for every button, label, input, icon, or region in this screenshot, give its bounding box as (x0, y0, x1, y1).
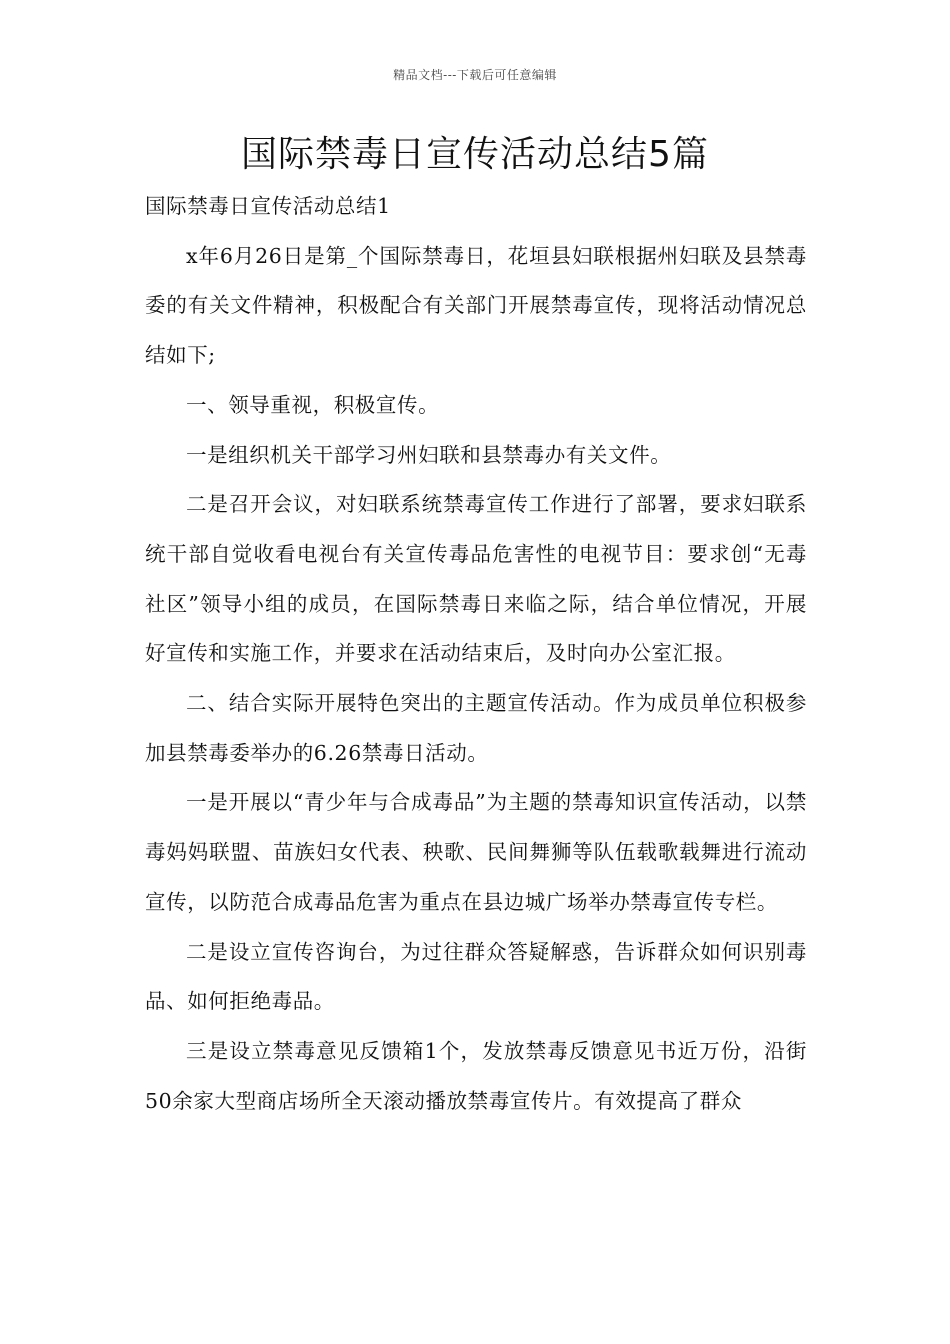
paragraph: 二是设立宣传咨询台，为过往群众答疑解惑，告诉群众如何识别毒品、如何拒绝毒品。 (145, 939, 807, 1014)
paragraph: 二是召开会议，对妇联系统禁毒宣传工作进行了部署，要求妇联系统干部自觉收看电视台有关宣传毒品危害性的电视节目：要求创“无毒社区”领导小组的成员，在国际禁毒日来临之际，结合单位情况，开展好宣传和实施工作，并要求在活动结束后，及时向办公室汇报。 (145, 492, 807, 666)
paragraph: 一是组织机关干部学习州妇联和县禁毒办有关文件。 (186, 442, 672, 467)
header-note: 精品文档---下载后可任意编辑 (393, 68, 557, 82)
paragraph: 二、结合实际开展特色突出的主题宣传活动。作为成员单位积极参加县禁毒委举办的6.26禁毒日活动。 (145, 691, 807, 765)
paragraph: 一、领导重视，积极宣传。 (186, 392, 440, 417)
paragraph: 三是设立禁毒意见反馈箱1个，发放禁毒反馈意见书近万份，沿街50余家大型商店场所全天滚动播放禁毒宣传片。有效提高了群众 (145, 1038, 807, 1113)
document-title: 国际禁毒日宣传活动总结5篇 (241, 134, 709, 175)
paragraph: 一是开展以“青少年与合成毒品”为主题的禁毒知识宣传活动，以禁毒妈妈联盟、苗族妇女代表、秧歌、民间舞狮等队伍载歌载舞进行流动宣传，以防范合成毒品危害为重点在县边城广场举办禁毒宣传专栏。 (145, 790, 807, 914)
section-subtitle: 国际禁毒日宣传活动总结1 (145, 194, 391, 218)
document-body (145, 182, 807, 1126)
paragraph: x年6月26日是第_个国际禁毒日，花垣县妇联根据州妇联及县禁毒委的有关文件精神，积极配合有关部门开展禁毒宣传，现将活动情况总结如下; (145, 243, 807, 368)
